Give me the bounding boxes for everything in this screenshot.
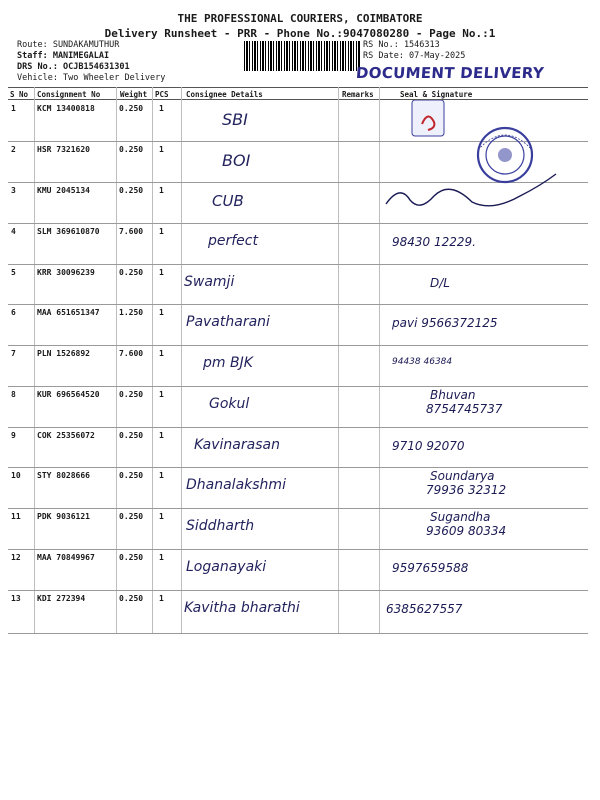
row-signature: 94438 46384 [392, 357, 453, 367]
column-divider [338, 87, 339, 633]
company-title: THE PROFESSIONAL COURIERS, COIMBATORE [177, 12, 423, 25]
row-sno: 13 [11, 594, 21, 603]
rs-number: RS No.: 1546313 [363, 40, 440, 50]
col-header-consignee: Consignee Details [186, 90, 263, 99]
row-consignee-handwritten: pm BJK [203, 355, 253, 371]
row-weight: 0.250 [119, 145, 144, 154]
col-header-remarks: Remarks [342, 90, 374, 99]
row-signature: 9597659588 [392, 561, 469, 575]
row-weight: 0.250 [119, 268, 144, 277]
row-divider [8, 345, 588, 346]
row-weight: 7.600 [119, 227, 144, 236]
row-sno: 4 [11, 227, 16, 236]
row-signature-phone: 93609 80334 [426, 524, 507, 538]
row-consignee-handwritten: Loganayaki [186, 559, 267, 575]
drs-number: DRS No.: OCJB154631301 [17, 62, 130, 72]
row-consignee-handwritten: Dhanalakshmi [186, 477, 286, 493]
row-pcs: 1 [159, 186, 164, 195]
row-consignment-no: HSR 7321620 [37, 145, 90, 154]
row-consignment-no: KUR 696564520 [37, 390, 100, 399]
row-pcs: 1 [159, 268, 164, 277]
row-signature: Soundarya [430, 469, 495, 483]
row-sno: 3 [11, 186, 16, 195]
row-divider [8, 386, 588, 387]
row-consignee-handwritten: Pavatharani [186, 314, 270, 330]
row-weight: 0.250 [119, 553, 144, 562]
row-consignment-no: PLN 1526892 [37, 349, 90, 358]
row-consignee-handwritten: SBI [222, 110, 248, 129]
staff-label: Staff: MANIMEGALAI [17, 51, 110, 61]
barcode [244, 41, 360, 71]
row-pcs: 1 [159, 390, 164, 399]
signature-check-icon [412, 100, 444, 136]
row-weight: 0.250 [119, 512, 144, 521]
row-consignment-no: SLM 369610870 [37, 227, 100, 236]
row-consignee-handwritten: Kavitha bharathi [184, 600, 300, 616]
row-weight: 0.250 [119, 594, 144, 603]
row-signature: 9710 92070 [392, 439, 465, 453]
col-header-pcs: PCS [155, 90, 169, 99]
row-weight: 1.250 [119, 308, 144, 317]
row-pcs: 1 [159, 431, 164, 440]
row-signature-phone: 8754745737 [426, 402, 503, 416]
column-divider [152, 87, 153, 633]
row-consignment-no: MAA 651651347 [37, 308, 100, 317]
row-sno: 7 [11, 349, 16, 358]
row-consignee-handwritten: Gokul [209, 396, 250, 412]
route-label: Route: SUNDAKAMUTHUR [17, 40, 120, 50]
row-sno: 2 [11, 145, 16, 154]
row-weight: 0.250 [119, 186, 144, 195]
row-signature: Sugandha [430, 510, 491, 524]
vehicle-label: Vehicle: Two Wheeler Delivery [17, 73, 166, 83]
rs-date: RS Date: 07-May-2025 [363, 51, 466, 61]
row-divider [8, 304, 588, 305]
row-consignment-no: KCM 13400818 [37, 104, 95, 113]
column-divider [34, 87, 35, 633]
column-divider [116, 87, 117, 633]
row-divider [8, 508, 588, 509]
bank-seal-icon [478, 128, 532, 182]
row-divider [8, 590, 588, 591]
row-signature: Bhuvan [430, 388, 476, 402]
row-weight: 0.250 [119, 471, 144, 480]
row-consignment-no: KMU 2045134 [37, 186, 90, 195]
row-consignment-no: PDK 9036121 [37, 512, 90, 521]
col-header-weight: Weight [120, 90, 148, 99]
row-divider [8, 549, 588, 550]
row-divider [8, 223, 588, 224]
row-consignment-no: COK 25356072 [37, 431, 95, 440]
row-signature: 98430 12229. [392, 235, 476, 249]
row-divider [8, 467, 588, 468]
col-header-seal: Seal & Signature [400, 90, 473, 99]
row-consignee-handwritten: Swamji [184, 274, 235, 290]
signature-scribble-icon [386, 174, 556, 206]
row-divider [8, 427, 588, 428]
document-delivery-stamp: DOCUMENT DELIVERY [355, 64, 545, 82]
row-pcs: 1 [159, 594, 164, 603]
row-pcs: 1 [159, 471, 164, 480]
row-sno: 1 [11, 104, 16, 113]
row-weight: 0.250 [119, 104, 144, 113]
row-consignee-handwritten: perfect [208, 233, 258, 249]
row-sno: 11 [11, 512, 21, 521]
row-pcs: 1 [159, 512, 164, 521]
row-pcs: 1 [159, 553, 164, 562]
row-pcs: 1 [159, 104, 164, 113]
row-pcs: 1 [159, 349, 164, 358]
row-divider [8, 264, 588, 265]
row-pcs: 1 [159, 145, 164, 154]
row-pcs: 1 [159, 227, 164, 236]
row-sno: 10 [11, 471, 21, 480]
row-signature-phone: 79936 32312 [426, 483, 507, 497]
row-sno: 8 [11, 390, 16, 399]
row-consignment-no: KDI 272394 [37, 594, 86, 603]
row-consignee-handwritten: CUB [212, 192, 244, 210]
row-weight: 0.250 [119, 431, 144, 440]
row-consignee-handwritten: BOI [222, 151, 251, 170]
row-divider [8, 633, 588, 634]
row-consignee-handwritten: Siddharth [186, 518, 255, 534]
row-sno: 5 [11, 268, 16, 277]
row-consignment-no: MAA 70849967 [37, 553, 95, 562]
runsheet-subtitle: Delivery Runsheet - PRR - Phone No.:9047080280 - Page No.:1 [104, 27, 496, 40]
seal-area [380, 100, 590, 220]
row-consignee-handwritten: Kavinarasan [194, 437, 280, 453]
row-sno: 12 [11, 553, 21, 562]
table-top-border [8, 87, 588, 88]
row-signature: D/L [430, 276, 450, 290]
column-divider [181, 87, 182, 633]
row-pcs: 1 [159, 308, 164, 317]
col-header-sno: S No [10, 90, 29, 99]
row-sno: 6 [11, 308, 16, 317]
row-consignment-no: KRR 30096239 [37, 268, 95, 277]
row-weight: 0.250 [119, 390, 144, 399]
col-header-consignment: Consignment No [37, 90, 101, 99]
row-weight: 7.600 [119, 349, 144, 358]
row-signature: pavi 9566372125 [392, 316, 498, 330]
row-signature: 6385627557 [386, 602, 463, 616]
row-sno: 9 [11, 431, 16, 440]
row-consignment-no: STY 8028666 [37, 471, 90, 480]
